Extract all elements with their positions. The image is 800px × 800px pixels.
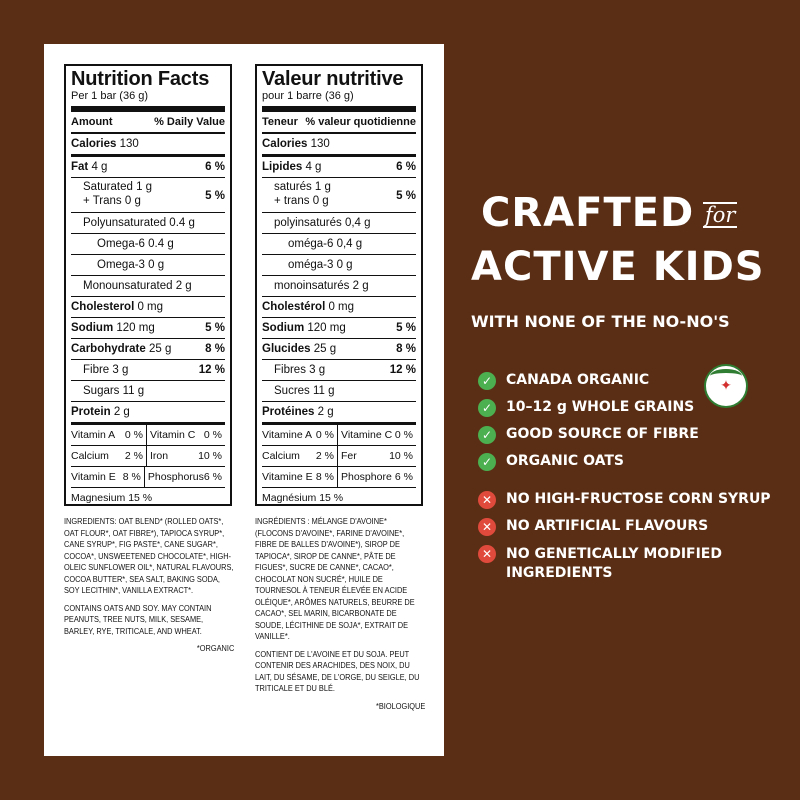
claim-text: NO GENETICALLY MODIFIED <box>506 546 722 562</box>
vitamin-label: Calcium <box>262 450 300 462</box>
saturated-row <box>71 178 225 213</box>
cross-icon: ✕ <box>478 518 496 536</box>
vitamin-row <box>71 425 225 446</box>
ingredients-text: INGRÉDIENTS : MÉLANGE D'AVOINE* (FLOCONS D'AVOINE*, FARINE D'AVOINE*, FIBRE DE BALLES D'AVOINE*), SIROP DE TAPIOCA*, SIROP DE CANNE*, PÂTE DE FIGUES*, SUCRE DE CANNE*, CACAO*, CHOCOLAT NON SUCRÉ*, HUILE DE TOURNESOL À TENEUR ÉLEVÉE EN ACIDE OLÉIQUE*, ARÔMES NATURELS, BEURRE DE CACAO*, SEL MARIN, BICARBONATE DE SOUDE, LÉCITHINE DE SOJA*, EXTRAIT DE VANILLE*. <box>255 516 415 641</box>
ingredients-fr <box>255 516 425 712</box>
sodium-row <box>71 318 225 339</box>
fat-label: Lipides <box>262 161 303 173</box>
sugars-row <box>262 381 416 402</box>
trans-label: + Trans <box>83 195 122 207</box>
vitamin-value: 6 % <box>203 471 222 483</box>
fibre-label: Fibres <box>274 364 306 376</box>
serving-size: Per 1 bar (36 g) <box>71 90 225 112</box>
maple-leaf-icon: ✦ <box>720 377 732 393</box>
fibre-value: 3 g <box>112 364 129 376</box>
calories-label: Calories <box>262 138 308 150</box>
sugars-row <box>71 381 225 402</box>
headline-crafted: CRAFTED <box>481 190 695 236</box>
vitamin-label: Vitamine A <box>262 429 313 441</box>
check-icon: ✓ <box>478 453 496 471</box>
fibre-dv: 12 % <box>198 364 225 376</box>
sat-dv: 5 % <box>205 190 225 202</box>
claim-item <box>478 426 699 444</box>
poly-label: polyinsaturés 0,4 g <box>274 217 371 229</box>
vitamin-label: Vitamin A <box>71 429 116 441</box>
cross-icon: ✕ <box>478 491 496 509</box>
vitamin-value: 0 % <box>315 429 334 441</box>
protein-row <box>262 402 416 425</box>
vitamin-row <box>71 488 225 508</box>
fat-row <box>71 157 225 178</box>
sat-value: 1 g <box>136 181 153 193</box>
protein-label: Protéines <box>262 406 315 418</box>
saturated-row <box>262 178 416 213</box>
fat-dv: 6 % <box>396 161 416 173</box>
allergen-text: CONTAINS OATS AND SOY. MAY CONTAIN PEANUTS, TREE NUTS, MILK, SESAME, BARLEY, RYE, TRITICALE, AND WHEAT. <box>64 602 212 636</box>
omega3-row <box>262 255 416 276</box>
omega6-row <box>262 234 416 255</box>
claim-text: CANADA ORGANIC <box>506 372 650 388</box>
vitamin-row <box>262 467 416 488</box>
protein-row <box>71 402 225 425</box>
organic-note: *ORGANIC <box>196 643 235 653</box>
omega6-row <box>71 234 225 255</box>
nutrition-card <box>44 44 444 756</box>
omega3-row <box>71 255 225 276</box>
fibre-dv: 12 % <box>389 364 416 376</box>
carb-value: 25 g <box>148 343 172 355</box>
amount-label: Teneur <box>262 116 298 128</box>
mono-row <box>71 276 225 297</box>
sodium-label: Sodium <box>71 322 114 334</box>
cross-icon: ✕ <box>478 545 496 563</box>
sat-dv: 5 % <box>396 190 416 202</box>
sodium-dv: 5 % <box>396 322 416 334</box>
claim-item <box>478 491 771 509</box>
claim-text: NO ARTIFICIAL FLAVOURS <box>506 518 709 534</box>
claim-item <box>478 518 708 536</box>
claim-item <box>478 453 624 471</box>
vitamin-value: 8 % <box>122 471 141 483</box>
vitamin-value: 2 % <box>124 450 143 462</box>
protein-value: 2 g <box>113 406 130 418</box>
protein-value: 2 g <box>317 406 334 418</box>
dv-label: % Daily Value <box>154 116 225 128</box>
vitamin-label: Magnesium 15 % <box>71 492 153 504</box>
header-row <box>71 112 225 134</box>
header-row <box>262 112 416 134</box>
nutrition-facts-panel-en <box>64 64 232 506</box>
panel-title: Nutrition Facts <box>71 68 210 90</box>
chol-label: Cholesterol <box>71 301 135 313</box>
vitamin-label: Fer <box>341 450 357 462</box>
serving-size: pour 1 barre (36 g) <box>262 90 416 112</box>
ingredients-en <box>64 516 234 655</box>
claim-text: NO HIGH-FRUCTOSE CORN SYRUP <box>506 491 771 507</box>
vitamin-row <box>71 446 225 467</box>
vitamin-value: 0 % <box>203 429 222 441</box>
carb-label: Carbohydrate <box>71 343 146 355</box>
chol-label: Cholestérol <box>262 301 326 313</box>
chol-value: 0 mg <box>328 301 355 313</box>
sodium-label: Sodium <box>262 322 305 334</box>
fibre-row <box>71 360 225 381</box>
fat-dv: 6 % <box>205 161 225 173</box>
carb-label: Glucides <box>262 343 311 355</box>
poly-label: Polyunsaturated 0.4 g <box>83 217 195 229</box>
trans-value: 0 g <box>312 195 329 207</box>
omega3-label: oméga-3 0 g <box>288 259 353 271</box>
vitamin-label: Vitamine C <box>341 429 393 441</box>
carb-dv: 8 % <box>205 343 225 355</box>
claim-text: ORGANIC OATS <box>506 453 624 469</box>
poly-row <box>71 213 225 234</box>
organic-note: *BIOLOGIQUE <box>375 700 426 711</box>
claim-item <box>478 399 694 417</box>
vitamin-label: Phosphore <box>341 471 392 483</box>
claim-text: GOOD SOURCE OF FIBRE <box>506 426 699 442</box>
vitamin-label: Phosphorus <box>147 471 204 483</box>
omega6-label: Omega-6 0.4 g <box>97 238 174 250</box>
omega6-label: oméga-6 0,4 g <box>288 238 363 250</box>
ingredients-text: INGREDIENTS: OAT BLEND* (ROLLED OATS*, OAT FLOUR*, OAT FIBRE*), TAPIOCA SYRUP*, CANE SYRUP*, FIG PASTE*, CANE SUGAR*, COCOA*, UNSWEETENED CHOCOLATE*, HIGH-OLEIC SUNFLOWER OIL*, NATURAL FLAVOURS, COCOA BUTTER*, SEA SALT, BAKING SODA, SOY LECITHIN*, VANILLA EXTRACT*. <box>64 516 234 595</box>
vitamin-label: Iron <box>150 450 169 462</box>
sodium-value: 120 mg <box>116 322 155 334</box>
sat-value: 1 g <box>314 181 331 193</box>
vitamin-value: 0 % <box>124 429 143 441</box>
vitamin-row <box>262 446 416 467</box>
claim-text: INGREDIENTS <box>506 565 613 581</box>
calories-row <box>262 134 416 157</box>
sat-label: Saturated <box>83 181 133 193</box>
vitamin-row <box>71 467 225 488</box>
sat-label: saturés <box>274 181 312 193</box>
claim-item <box>478 545 722 583</box>
fibre-row <box>262 360 416 381</box>
allergen-text: CONTIENT DE L'AVOINE ET DU SOJA. PEUT CONTENIR DES ARACHIDES, DES NOIX, DU LAIT, DU SÉSAME, DE L'ORGE, DU SEIGLE, DU TRITICALE ET DU BLÉ. <box>255 648 420 693</box>
sodium-row <box>262 318 416 339</box>
vitamin-value: 0 % <box>394 429 413 441</box>
sodium-value: 120 mg <box>307 322 346 334</box>
calories-value: 130 <box>119 138 139 150</box>
fat-value: 4 g <box>91 161 108 173</box>
vitamin-value: 10 % <box>389 450 413 462</box>
check-icon: ✓ <box>478 399 496 417</box>
amount-label: Amount <box>71 116 113 128</box>
vitamin-label: Vitamine E <box>262 471 313 483</box>
calories-row <box>71 134 225 157</box>
vitamin-value: 10 % <box>198 450 222 462</box>
mono-label: monoinsaturés 2 g <box>274 280 369 292</box>
mono-label: Monounsaturated 2 g <box>83 280 192 292</box>
headline-for: for <box>705 203 736 227</box>
check-icon: ✓ <box>478 372 496 390</box>
calories-value: 130 <box>310 138 330 150</box>
protein-label: Protein <box>71 406 111 418</box>
trans-label: + trans <box>274 195 310 207</box>
calories-label: Calories <box>71 138 117 150</box>
fibre-value: 3 g <box>309 364 326 376</box>
carb-row <box>262 339 416 360</box>
canada-organic-seal-icon <box>704 364 748 408</box>
headline-active-kids: ACTIVE KIDS <box>471 244 765 290</box>
fat-label: Fat <box>71 161 89 173</box>
vitamin-value: 8 % <box>315 471 334 483</box>
headline-subtitle: WITH NONE OF THE NO-NO'S <box>471 312 730 331</box>
fat-row <box>262 157 416 178</box>
sugars-label: Sugars 11 g <box>83 385 145 397</box>
check-icon: ✓ <box>478 426 496 444</box>
chol-value: 0 mg <box>137 301 164 313</box>
claim-text: 10–12 g WHOLE GRAINS <box>506 399 695 415</box>
fat-value: 4 g <box>305 161 322 173</box>
nutrition-facts-panel-fr <box>255 64 423 506</box>
mono-row <box>262 276 416 297</box>
carb-row <box>71 339 225 360</box>
vitamin-label: Magnésium 15 % <box>262 492 344 504</box>
sugars-label: Sucres 11 g <box>274 385 335 397</box>
vitamin-label: Vitamin C <box>150 429 196 441</box>
panel-title: Valeur nutritive <box>262 68 404 90</box>
fibre-label: Fibre <box>83 364 110 376</box>
claim-item <box>478 372 649 390</box>
cholesterol-row <box>262 297 416 318</box>
vitamin-label: Calcium <box>71 450 109 462</box>
trans-value: 0 g <box>124 195 141 207</box>
carb-value: 25 g <box>313 343 337 355</box>
dv-label: % valeur quotidienne <box>305 116 416 128</box>
vitamin-row <box>262 425 416 446</box>
vitamin-value: 6 % <box>394 471 413 483</box>
vitamin-row <box>262 488 416 508</box>
omega3-label: Omega-3 0 g <box>97 259 165 271</box>
vitamin-value: 2 % <box>315 450 334 462</box>
vitamin-label: Vitamin E <box>71 471 116 483</box>
poly-row <box>262 213 416 234</box>
sodium-dv: 5 % <box>205 322 225 334</box>
carb-dv: 8 % <box>396 343 416 355</box>
cholesterol-row <box>71 297 225 318</box>
